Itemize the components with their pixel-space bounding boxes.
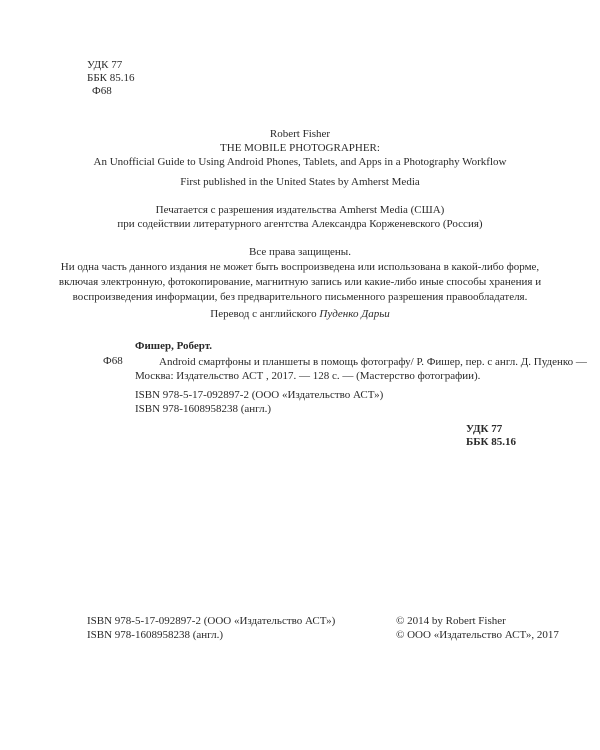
catalog-isbn-block — [135, 388, 383, 416]
rights-line-2: включая электронную, фотокопирование, магнитную запись или какие-либо иные способы хранения и — [58, 276, 542, 288]
copyright-line-1: © 2014 by Robert Fisher — [396, 615, 506, 627]
footer-isbn-block — [87, 614, 335, 642]
bbk-code: ББК 85.16 — [87, 72, 135, 84]
footer-copyright-block — [396, 614, 559, 642]
catalog-heading — [135, 340, 212, 353]
first-published: First published in the United States by Amherst Media — [180, 176, 420, 188]
catalog-description-line-2: Москва: Издательство АСТ , 2017. — 128 с. — (Мастерство фотографии). — [135, 370, 481, 382]
original-author: Robert Fisher — [269, 128, 331, 140]
catalog-udk: УДК 77 — [466, 423, 503, 435]
catalog-description-line-1: Android смартфоны и планшеты в помощь фотографу/ Р. Фишер, пер. с англ. Д. Пуденко — — [159, 356, 587, 368]
footer-isbn-1: ISBN 978-5-17-092897-2 (ООО «Издательство АСТ») — [87, 615, 336, 627]
translation-prefix: Перевод с английского — [210, 308, 320, 320]
permission-line-2: при содействии литературного агентства Александра Корженевского (Россия) — [117, 218, 483, 230]
rights-line-1: Ни одна часть данного издания не может быть воспроизведена или использована в какой-либо форме, — [60, 261, 540, 273]
author-mark: Ф68 — [92, 85, 112, 97]
catalog-description — [135, 355, 587, 383]
catalog-bbk: ББК 85.16 — [466, 436, 517, 448]
catalog-isbn-1: ISBN 978-5-17-092897-2 (ООО «Издательство АСТ») — [135, 389, 384, 401]
original-edition — [0, 127, 600, 169]
rights-block — [0, 245, 600, 305]
permission-block — [0, 203, 600, 231]
original-subtitle: An Unofficial Guide to Using Android Phones, Tablets, and Apps in a Photography Workflow — [93, 156, 507, 168]
catalog-isbn-2: ISBN 978-1608958238 (англ.) — [135, 403, 272, 415]
rights-line-3: воспроизведения информации, без предварительного письменного разрешения правообладателя. — [72, 291, 528, 303]
catalog-mark: Ф68 — [103, 355, 123, 367]
permission-line-1: Печатается с разрешения издательства Amherst Media (США) — [155, 204, 445, 216]
translator-name: Пуденко Дарьи — [319, 308, 390, 320]
copyright-line-2: © ООО «Издательство АСТ», 2017 — [396, 629, 559, 641]
original-title: THE MOBILE PHOTOGRAPHER: — [220, 142, 380, 154]
top-classification — [87, 59, 134, 98]
footer-isbn-2: ISBN 978-1608958238 (англ.) — [87, 629, 224, 641]
catalog-classification — [466, 423, 516, 449]
catalog-author: Фишер, Роберт. — [135, 340, 213, 352]
rights-title: Все права защищены. — [249, 246, 351, 258]
translation-note — [0, 308, 600, 320]
udk-code: УДК 77 — [87, 59, 123, 71]
